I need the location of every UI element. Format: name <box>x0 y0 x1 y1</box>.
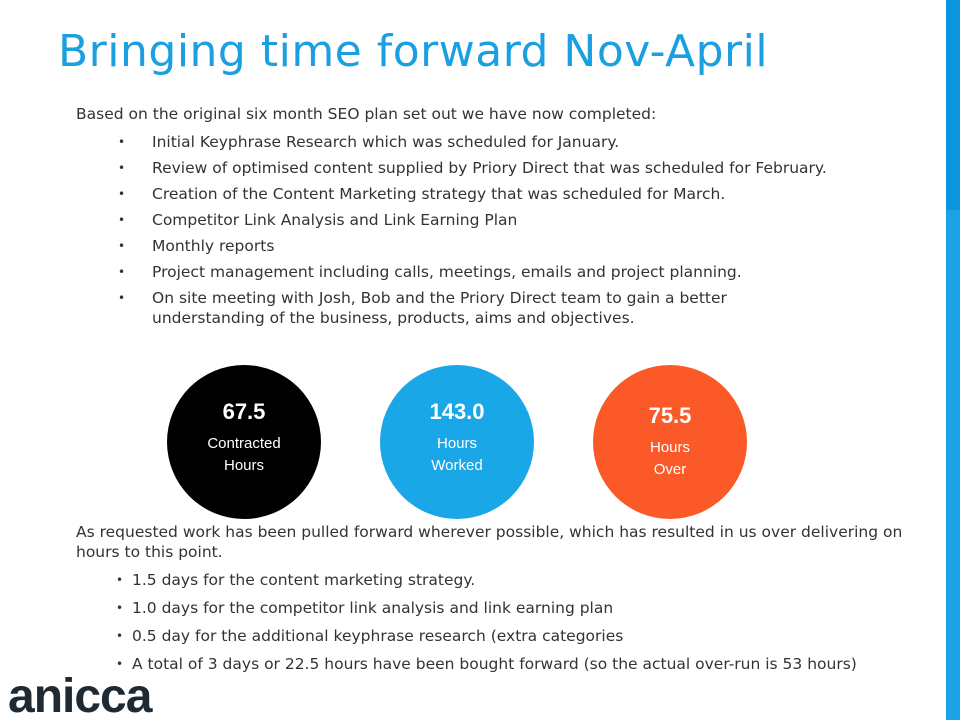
stat-value: 143.0 <box>429 399 485 424</box>
stat-circle-contracted-hours <box>167 365 321 519</box>
accent-sidebar-bar-lower <box>946 210 960 720</box>
slide-title: Bringing time forward Nov-April <box>58 26 769 77</box>
stat-value: 75.5 <box>648 403 692 428</box>
completed-items-list <box>118 132 838 334</box>
list-item: • Creation of the Content Marketing strategy that was scheduled for March. <box>118 184 838 204</box>
anicca-logo <box>6 664 156 720</box>
stat-circle-hours-worked <box>380 365 534 519</box>
logo-text: anicca <box>8 670 152 720</box>
outro-text: As requested work has been pulled forward wherever possible, which has resulted in us over delivering on hours to this point. <box>76 523 903 561</box>
stat-label: Contracted Hours <box>207 435 281 474</box>
list-item: • Initial Keyphrase Research which was scheduled for January. <box>118 132 838 152</box>
list-item: • On site meeting with Josh, Bob and the Priory Direct team to gain a better understanding of the business, products, aims and objectives. <box>118 288 838 328</box>
list-item: • 1.0 days for the competitor link analysis and link earning plan <box>116 598 896 618</box>
intro-text: Based on the original six month SEO plan set out we have now completed: <box>76 105 657 123</box>
stat-label: Hours Worked <box>431 435 483 474</box>
list-item: • Competitor Link Analysis and Link Earning Plan <box>118 210 838 230</box>
accent-sidebar-bar <box>946 0 960 720</box>
list-item: • 0.5 day for the additional keyphrase research (extra categories <box>116 626 896 646</box>
list-item: • Monthly reports <box>118 236 838 256</box>
forward-items-list <box>116 570 896 682</box>
stat-value: 67.5 <box>222 399 266 424</box>
list-item: • Review of optimised content supplied by Priory Direct that was scheduled for February. <box>118 158 838 178</box>
stat-label: Hours Over <box>649 439 690 478</box>
list-item: • A total of 3 days or 22.5 hours have been bought forward (so the actual over-run is 53 hours) <box>116 654 896 674</box>
stat-circle-hours-over <box>593 365 747 519</box>
list-item: • 1.5 days for the content marketing strategy. <box>116 570 896 590</box>
list-item: • Project management including calls, meetings, emails and project planning. <box>118 262 838 282</box>
